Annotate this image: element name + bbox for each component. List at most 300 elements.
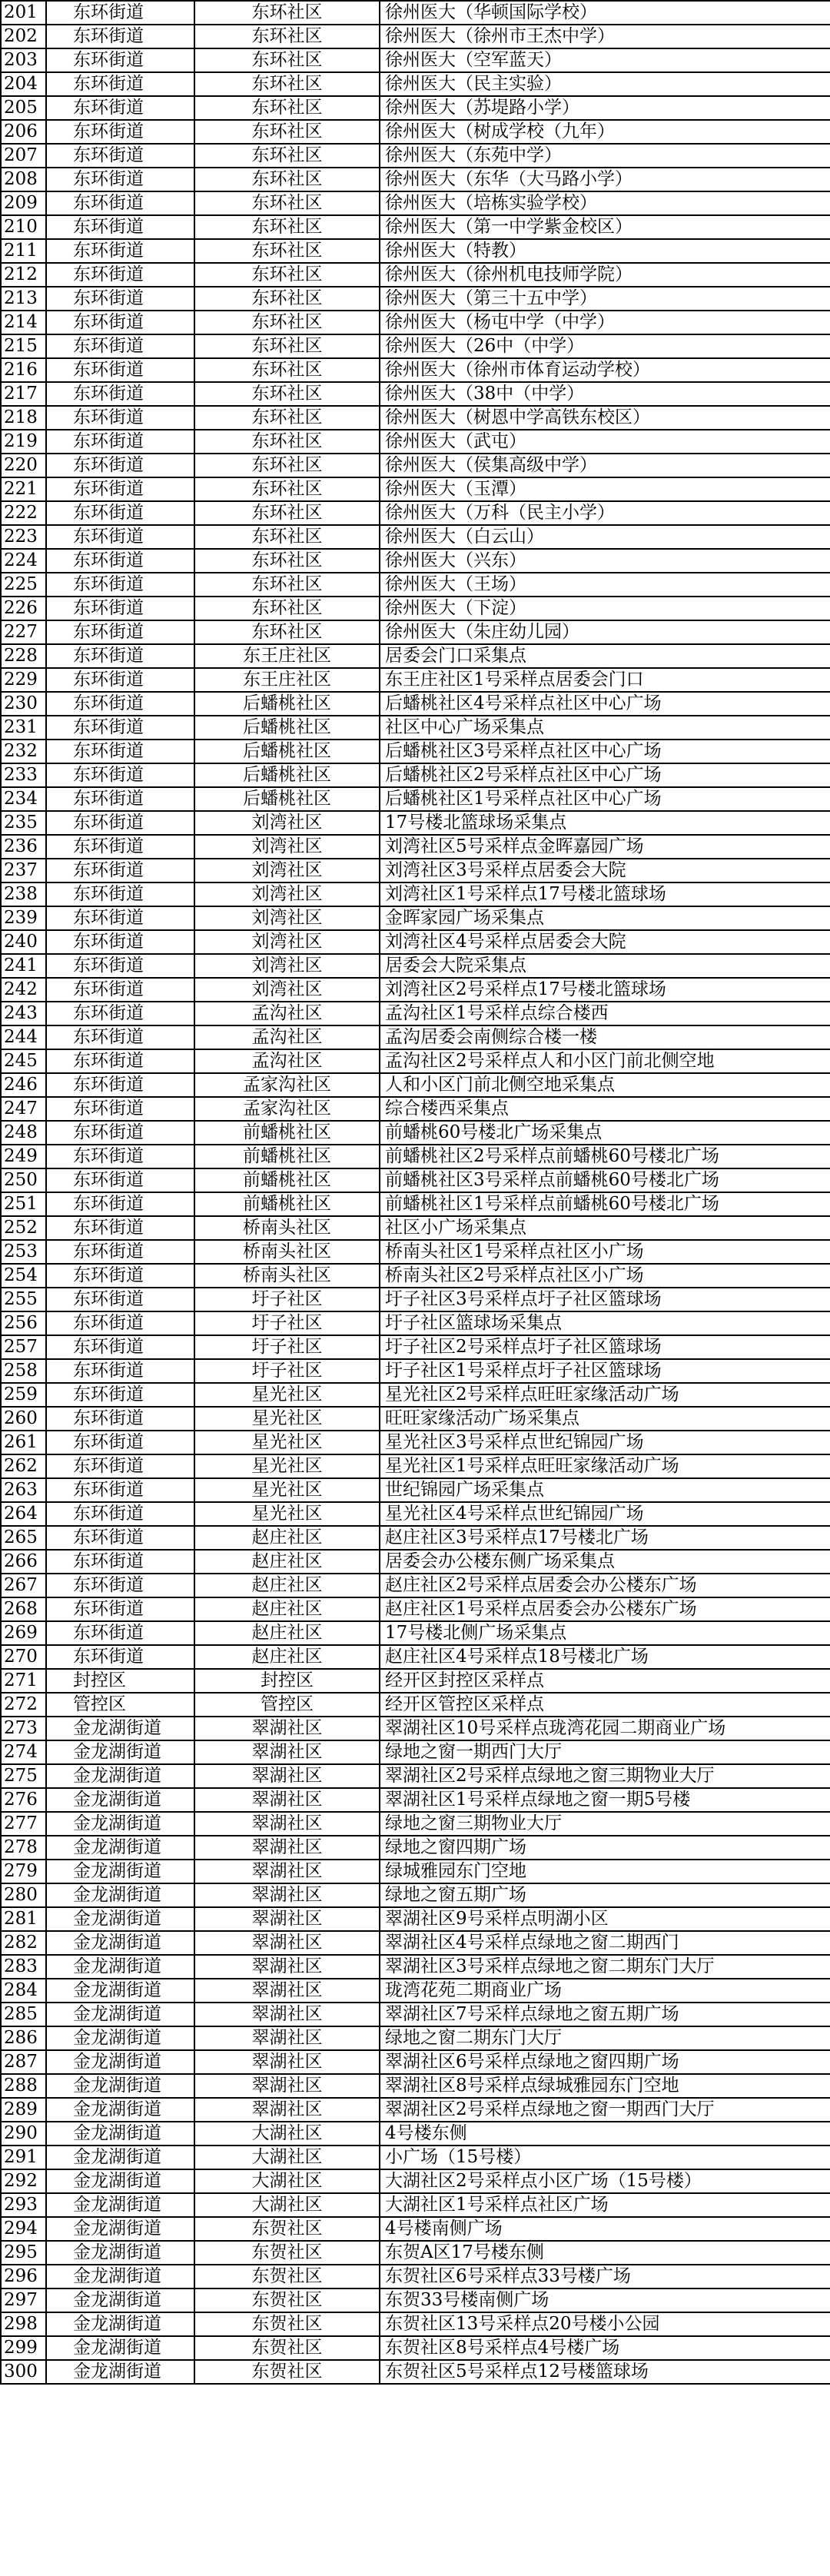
street-name: 东环街道 <box>46 930 194 954</box>
street-name: 金龙湖街道 <box>46 2241 194 2265</box>
table-row <box>1 882 830 906</box>
row-number: 261 <box>1 1431 46 1454</box>
sampling-site: 徐州医大（武屯） <box>380 430 830 454</box>
table-row <box>1 1168 830 1192</box>
street-name: 金龙湖街道 <box>46 2312 194 2336</box>
table-row <box>1 1383 830 1407</box>
community-name: 翠湖社区 <box>194 2098 380 2122</box>
community-name: 东贺社区 <box>194 2265 380 2288</box>
row-number: 270 <box>1 1645 46 1669</box>
community-name: 刘湾社区 <box>194 859 380 882</box>
table-row <box>1 1693 830 1717</box>
row-number: 225 <box>1 573 46 597</box>
table-row <box>1 1907 830 1931</box>
street-name: 金龙湖街道 <box>46 1788 194 1812</box>
sampling-site: 徐州医大（培栋实验学校） <box>380 191 830 215</box>
street-name: 东环街道 <box>46 382 194 406</box>
community-name: 大湖社区 <box>194 2193 380 2217</box>
row-number: 284 <box>1 1979 46 2003</box>
row-number: 206 <box>1 120 46 144</box>
sampling-site: 徐州医大（苏堤路小学） <box>380 96 830 120</box>
community-name: 翠湖社区 <box>194 1740 380 1764</box>
street-name: 金龙湖街道 <box>46 2288 194 2312</box>
table-row <box>1 1621 830 1645</box>
street-name: 金龙湖街道 <box>46 2146 194 2169</box>
table-row <box>1 1002 830 1025</box>
sampling-site: 徐州医大（徐州市王杰中学） <box>380 25 830 48</box>
row-number: 269 <box>1 1621 46 1645</box>
table-row <box>1 1478 830 1502</box>
street-name: 金龙湖街道 <box>46 1883 194 1907</box>
table-row <box>1 430 830 454</box>
street-name: 东环街道 <box>46 1621 194 1645</box>
row-number: 268 <box>1 1597 46 1621</box>
row-number: 276 <box>1 1788 46 1812</box>
community-name: 翠湖社区 <box>194 1931 380 1955</box>
table-row <box>1 1073 830 1097</box>
sampling-site: 星光社区2号采样点旺旺家缘活动广场 <box>380 1383 830 1407</box>
community-name: 前蟠桃社区 <box>194 1192 380 1216</box>
street-name: 东环街道 <box>46 1192 194 1216</box>
table-row <box>1 2146 830 2169</box>
street-name: 东环街道 <box>46 168 194 191</box>
table-row <box>1 740 830 763</box>
table-row <box>1 501 830 525</box>
sampling-site: 刘湾社区2号采样点17号楼北篮球场 <box>380 978 830 1002</box>
table-row <box>1 1574 830 1597</box>
table-row <box>1 1192 830 1216</box>
table-row <box>1 477 830 501</box>
street-name: 东环街道 <box>46 1478 194 1502</box>
sampling-site: 世纪锦园广场采集点 <box>380 1478 830 1502</box>
street-name: 东环街道 <box>46 978 194 1002</box>
sampling-site: 东贺A区17号楼东侧 <box>380 2241 830 2265</box>
table-row <box>1 1931 830 1955</box>
table-row <box>1 2003 830 2026</box>
street-name: 东环街道 <box>46 716 194 740</box>
community-name: 星光社区 <box>194 1383 380 1407</box>
street-name: 东环街道 <box>46 311 194 334</box>
sampling-site: 徐州医大（38中（中学） <box>380 382 830 406</box>
row-number: 287 <box>1 2050 46 2074</box>
sampling-site: 刘湾社区4号采样点居委会大院 <box>380 930 830 954</box>
table-row <box>1 2241 830 2265</box>
sampling-site: 徐州医大（树恩中学高铁东校区） <box>380 406 830 430</box>
street-name: 东环街道 <box>46 1121 194 1145</box>
table-row <box>1 454 830 477</box>
street-name: 东环街道 <box>46 549 194 573</box>
community-name: 后蟠桃社区 <box>194 716 380 740</box>
row-number: 292 <box>1 2169 46 2193</box>
street-name: 东环街道 <box>46 1145 194 1168</box>
community-name: 东贺社区 <box>194 2241 380 2265</box>
sampling-site: 后蟠桃社区3号采样点社区中心广场 <box>380 740 830 763</box>
sampling-site: 徐州医大（第一中学紫金校区） <box>380 215 830 239</box>
table-row <box>1 144 830 168</box>
table-row <box>1 1121 830 1145</box>
row-number: 277 <box>1 1812 46 1836</box>
sampling-site: 17号楼北侧广场采集点 <box>380 1621 830 1645</box>
street-name: 东环街道 <box>46 263 194 287</box>
row-number: 230 <box>1 692 46 716</box>
table-row <box>1 2074 830 2098</box>
community-name: 东环社区 <box>194 96 380 120</box>
table-row <box>1 1502 830 1526</box>
street-name: 东环街道 <box>46 358 194 382</box>
table-row <box>1 2026 830 2050</box>
sampling-site: 绿地之窗五期广场 <box>380 1883 830 1907</box>
table-row <box>1 1717 830 1740</box>
community-name: 东环社区 <box>194 406 380 430</box>
row-number: 283 <box>1 1955 46 1979</box>
row-number: 213 <box>1 287 46 311</box>
sampling-site: 大湖社区1号采样点社区广场 <box>380 2193 830 2217</box>
community-name: 东环社区 <box>194 501 380 525</box>
row-number: 245 <box>1 1049 46 1073</box>
row-number: 246 <box>1 1073 46 1097</box>
community-name: 东环社区 <box>194 144 380 168</box>
table-row <box>1 1645 830 1669</box>
community-name: 翠湖社区 <box>194 2026 380 2050</box>
sampling-site: 徐州医大（徐州机电技师学院） <box>380 263 830 287</box>
table-row <box>1 1740 830 1764</box>
row-number: 208 <box>1 168 46 191</box>
sampling-site: 徐州医大（第三十五中学） <box>380 287 830 311</box>
community-name: 刘湾社区 <box>194 930 380 954</box>
sampling-site: 人和小区门前北侧空地采集点 <box>380 1073 830 1097</box>
community-name: 东环社区 <box>194 215 380 239</box>
table-row <box>1 1145 830 1168</box>
street-name: 金龙湖街道 <box>46 1740 194 1764</box>
table-row <box>1 1955 830 1979</box>
table-row <box>1 1883 830 1907</box>
table-row <box>1 1240 830 1264</box>
community-name: 大湖社区 <box>194 2146 380 2169</box>
table-row <box>1 96 830 120</box>
sampling-site: 翠湖社区4号采样点绿地之窗二期西门 <box>380 1931 830 1955</box>
sampling-site: 圩子社区2号采样点圩子社区篮球场 <box>380 1335 830 1359</box>
community-name: 东环社区 <box>194 1 380 25</box>
community-name: 东贺社区 <box>194 2312 380 2336</box>
community-name: 赵庄社区 <box>194 1621 380 1645</box>
street-name: 东环街道 <box>46 477 194 501</box>
community-name: 大湖社区 <box>194 2169 380 2193</box>
sampling-site: 徐州医大（民主实验） <box>380 72 830 96</box>
sampling-site: 翠湖社区10号采样点珑湾花园二期商业广场 <box>380 1717 830 1740</box>
row-number: 241 <box>1 954 46 978</box>
community-name: 翠湖社区 <box>194 1717 380 1740</box>
community-name: 东贺社区 <box>194 2288 380 2312</box>
table-body <box>1 1 830 2384</box>
sampling-site: 大湖社区2号采样点小区广场（15号楼） <box>380 2169 830 2193</box>
sampling-site: 东王庄社区1号采样点居委会门口 <box>380 668 830 692</box>
row-number: 290 <box>1 2122 46 2146</box>
community-name: 东环社区 <box>194 525 380 549</box>
row-number: 249 <box>1 1145 46 1168</box>
sampling-site: 徐州医大（侯集高级中学） <box>380 454 830 477</box>
row-number: 286 <box>1 2026 46 2050</box>
table-row <box>1 1550 830 1574</box>
sampling-site: 徐州医大（华顿国际学校） <box>380 1 830 25</box>
street-name: 东环街道 <box>46 1097 194 1121</box>
sampling-site: 翠湖社区1号采样点绿地之窗一期5号楼 <box>380 1788 830 1812</box>
community-name: 前蟠桃社区 <box>194 1168 380 1192</box>
community-name: 东环社区 <box>194 477 380 501</box>
sampling-site: 徐州医大（杨屯中学（中学） <box>380 311 830 334</box>
row-number: 226 <box>1 597 46 620</box>
community-name: 东环社区 <box>194 573 380 597</box>
table-row <box>1 2336 830 2360</box>
row-number: 250 <box>1 1168 46 1192</box>
sampling-site: 桥南头社区1号采样点社区小广场 <box>380 1240 830 1264</box>
street-name: 东环街道 <box>46 859 194 882</box>
community-name: 东环社区 <box>194 430 380 454</box>
street-name: 金龙湖街道 <box>46 2003 194 2026</box>
community-name: 东环社区 <box>194 120 380 144</box>
row-number: 244 <box>1 1025 46 1049</box>
table-row <box>1 2098 830 2122</box>
table-row <box>1 620 830 644</box>
community-name: 刘湾社区 <box>194 882 380 906</box>
row-number: 221 <box>1 477 46 501</box>
sampling-site: 综合楼西采集点 <box>380 1097 830 1121</box>
sampling-site: 东贺33号楼南侧广场 <box>380 2288 830 2312</box>
street-name: 东环街道 <box>46 1049 194 1073</box>
table-row <box>1 1431 830 1454</box>
community-name: 圩子社区 <box>194 1335 380 1359</box>
sampling-site: 赵庄社区1号采样点居委会办公楼东广场 <box>380 1597 830 1621</box>
sampling-site: 徐州医大（白云山） <box>380 525 830 549</box>
sampling-site: 翠湖社区7号采样点绿地之窗五期广场 <box>380 2003 830 2026</box>
row-number: 291 <box>1 2146 46 2169</box>
community-name: 东环社区 <box>194 597 380 620</box>
community-name: 翠湖社区 <box>194 2050 380 2074</box>
street-name: 东环街道 <box>46 1002 194 1025</box>
row-number: 281 <box>1 1907 46 1931</box>
table-row <box>1 906 830 930</box>
table-row <box>1 2193 830 2217</box>
table-row <box>1 525 830 549</box>
row-number: 258 <box>1 1359 46 1383</box>
table-row <box>1 549 830 573</box>
community-name: 桥南头社区 <box>194 1264 380 1288</box>
community-name: 东环社区 <box>194 25 380 48</box>
street-name: 东环街道 <box>46 1288 194 1311</box>
street-name: 东环街道 <box>46 1574 194 1597</box>
row-number: 272 <box>1 1693 46 1717</box>
row-number: 227 <box>1 620 46 644</box>
sampling-site: 徐州医大（特教） <box>380 239 830 263</box>
street-name: 金龙湖街道 <box>46 2074 194 2098</box>
sampling-site: 珑湾花苑二期商业广场 <box>380 1979 830 2003</box>
table-row <box>1 1788 830 1812</box>
street-name: 东环街道 <box>46 787 194 811</box>
sampling-site: 小广场（15号楼） <box>380 2146 830 2169</box>
sampling-site: 翠湖社区2号采样点绿地之窗一期西门大厅 <box>380 2098 830 2122</box>
row-number: 252 <box>1 1216 46 1240</box>
street-name: 金龙湖街道 <box>46 2217 194 2241</box>
street-name: 东环街道 <box>46 882 194 906</box>
street-name: 东环街道 <box>46 644 194 668</box>
row-number: 210 <box>1 215 46 239</box>
street-name: 金龙湖街道 <box>46 1717 194 1740</box>
community-name: 孟家沟社区 <box>194 1073 380 1097</box>
row-number: 212 <box>1 263 46 287</box>
sampling-site: 后蟠桃社区2号采样点社区中心广场 <box>380 763 830 787</box>
table-row <box>1 1264 830 1288</box>
row-number: 254 <box>1 1264 46 1288</box>
community-name: 东环社区 <box>194 72 380 96</box>
table-row <box>1 1669 830 1693</box>
row-number: 280 <box>1 1883 46 1907</box>
street-name: 东环街道 <box>46 1526 194 1550</box>
row-number: 295 <box>1 2241 46 2265</box>
street-name: 东环街道 <box>46 1407 194 1431</box>
table-row <box>1 859 830 882</box>
table-row <box>1 978 830 1002</box>
sampling-site: 前蟠桃社区1号采样点前蟠桃60号楼北广场 <box>380 1192 830 1216</box>
community-name: 圩子社区 <box>194 1359 380 1383</box>
sampling-site: 赵庄社区4号采样点18号楼北广场 <box>380 1645 830 1669</box>
sampling-site: 徐州医大（玉潭） <box>380 477 830 501</box>
community-name: 翠湖社区 <box>194 1812 380 1836</box>
row-number: 266 <box>1 1550 46 1574</box>
street-name: 东环街道 <box>46 1431 194 1454</box>
row-number: 248 <box>1 1121 46 1145</box>
table-row <box>1 1836 830 1860</box>
street-name: 东环街道 <box>46 1335 194 1359</box>
community-name: 孟沟社区 <box>194 1002 380 1025</box>
community-name: 翠湖社区 <box>194 1955 380 1979</box>
table-row <box>1 2360 830 2384</box>
table-row <box>1 2050 830 2074</box>
row-number: 235 <box>1 811 46 835</box>
community-name: 管控区 <box>194 1693 380 1717</box>
street-name: 东环街道 <box>46 906 194 930</box>
table-row <box>1 72 830 96</box>
table-row <box>1 1311 830 1335</box>
sampling-site: 孟沟社区2号采样点人和小区门前北侧空地 <box>380 1049 830 1073</box>
street-name: 东环街道 <box>46 1359 194 1383</box>
sampling-site: 徐州医大（朱庄幼儿园） <box>380 620 830 644</box>
table-row <box>1 668 830 692</box>
row-number: 267 <box>1 1574 46 1597</box>
street-name: 东环街道 <box>46 25 194 48</box>
sampling-site: 刘湾社区1号采样点17号楼北篮球场 <box>380 882 830 906</box>
row-number: 263 <box>1 1478 46 1502</box>
street-name: 东环街道 <box>46 215 194 239</box>
street-name: 东环街道 <box>46 1216 194 1240</box>
street-name: 东环街道 <box>46 1311 194 1335</box>
row-number: 253 <box>1 1240 46 1264</box>
community-name: 东贺社区 <box>194 2360 380 2384</box>
street-name: 金龙湖街道 <box>46 1931 194 1955</box>
community-name: 翠湖社区 <box>194 1883 380 1907</box>
street-name: 金龙湖街道 <box>46 2169 194 2193</box>
table-row <box>1 358 830 382</box>
community-name: 翠湖社区 <box>194 1907 380 1931</box>
sampling-site: 翠湖社区2号采样点绿地之窗三期物业大厅 <box>380 1764 830 1788</box>
table-row <box>1 406 830 430</box>
row-number: 256 <box>1 1311 46 1335</box>
community-name: 赵庄社区 <box>194 1550 380 1574</box>
sampling-site: 圩子社区1号采样点圩子社区篮球场 <box>380 1359 830 1383</box>
table-row <box>1 1597 830 1621</box>
row-number: 214 <box>1 311 46 334</box>
street-name: 东环街道 <box>46 501 194 525</box>
sampling-site: 徐州医大（树成学校（九年） <box>380 120 830 144</box>
table-row <box>1 1860 830 1883</box>
row-number: 299 <box>1 2336 46 2360</box>
sampling-site: 徐州医大（东苑中学） <box>380 144 830 168</box>
table-row <box>1 1407 830 1431</box>
table-row <box>1 1049 830 1073</box>
street-name: 金龙湖街道 <box>46 2265 194 2288</box>
community-name: 后蟠桃社区 <box>194 740 380 763</box>
street-name: 东环街道 <box>46 1502 194 1526</box>
row-number: 279 <box>1 1860 46 1883</box>
table-row <box>1 716 830 740</box>
table-row <box>1 215 830 239</box>
table-row <box>1 1454 830 1478</box>
table-row <box>1 1097 830 1121</box>
table-row <box>1 1359 830 1383</box>
row-number: 264 <box>1 1502 46 1526</box>
sampling-site: 东贺社区6号采样点33号楼广场 <box>380 2265 830 2288</box>
row-number: 265 <box>1 1526 46 1550</box>
street-name: 金龙湖街道 <box>46 1907 194 1931</box>
row-number: 275 <box>1 1764 46 1788</box>
street-name: 东环街道 <box>46 573 194 597</box>
row-number: 260 <box>1 1407 46 1431</box>
table-row <box>1 48 830 72</box>
table-row <box>1 811 830 835</box>
table-row <box>1 287 830 311</box>
row-number: 278 <box>1 1836 46 1860</box>
row-number: 300 <box>1 2360 46 2384</box>
community-name: 星光社区 <box>194 1454 380 1478</box>
community-name: 翠湖社区 <box>194 1836 380 1860</box>
street-name: 东环街道 <box>46 1 194 25</box>
row-number: 229 <box>1 668 46 692</box>
row-number: 285 <box>1 2003 46 2026</box>
row-number: 289 <box>1 2098 46 2122</box>
sampling-site: 4号楼东侧 <box>380 2122 830 2146</box>
row-number: 298 <box>1 2312 46 2336</box>
community-name: 赵庄社区 <box>194 1574 380 1597</box>
table-row <box>1 2312 830 2336</box>
sampling-site: 孟沟居委会南侧综合楼一楼 <box>380 1025 830 1049</box>
community-name: 刘湾社区 <box>194 978 380 1002</box>
community-name: 翠湖社区 <box>194 2074 380 2098</box>
sampling-site: 东贺社区5号采样点12号楼篮球场 <box>380 2360 830 2384</box>
street-name: 东环街道 <box>46 954 194 978</box>
sampling-site: 4号楼南侧广场 <box>380 2217 830 2241</box>
street-name: 东环街道 <box>46 430 194 454</box>
street-name: 东环街道 <box>46 811 194 835</box>
table-row <box>1 25 830 48</box>
community-name: 翠湖社区 <box>194 1979 380 2003</box>
community-name: 赵庄社区 <box>194 1526 380 1550</box>
table-row <box>1 763 830 787</box>
sampling-site: 后蟠桃社区4号采样点社区中心广场 <box>380 692 830 716</box>
sampling-site: 圩子社区篮球场采集点 <box>380 1311 830 1335</box>
sampling-site: 徐州医大（王场） <box>380 573 830 597</box>
row-number: 231 <box>1 716 46 740</box>
community-name: 后蟠桃社区 <box>194 787 380 811</box>
row-number: 204 <box>1 72 46 96</box>
community-name: 封控区 <box>194 1669 380 1693</box>
